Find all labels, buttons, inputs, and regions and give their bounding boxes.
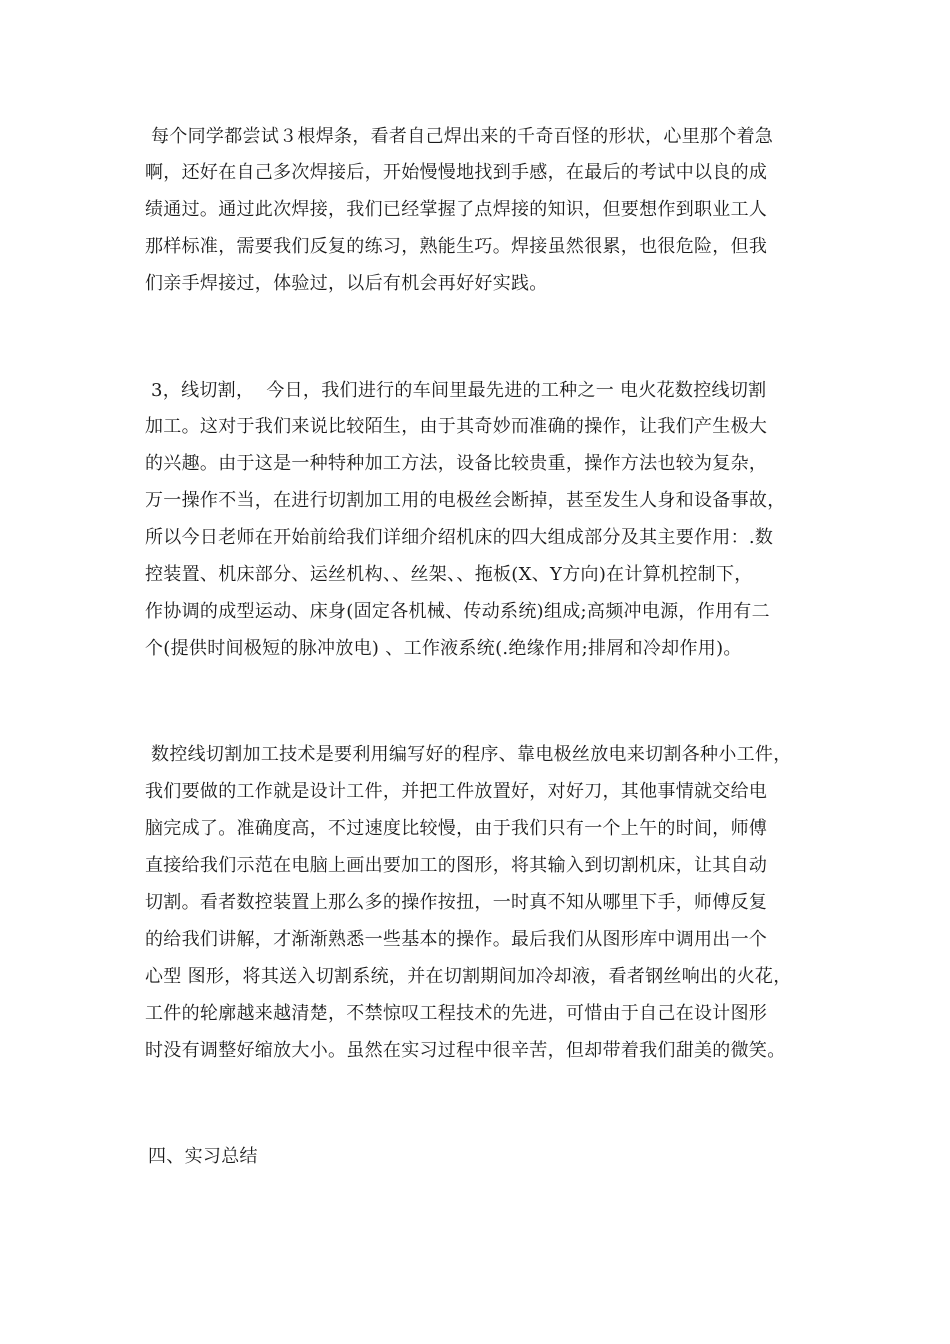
text-line: 个(提供时间极短的脉冲放电) 、工作液系统(.绝缘作用;排屑和冷却作用)。 — [145, 638, 742, 659]
text-line: 心型 图形，将其送入切割系统，并在切割期间加冷却液，看者钢丝响出的火花， — [145, 966, 792, 987]
text-line: 的给我们讲解，才渐渐熟悉一些基本的操作。最后我们从图形库中调用出一个 — [145, 929, 768, 950]
section-heading: 四、实习总结 — [148, 1146, 258, 1167]
text-line: 每个同学都尝试３根焊条，看者自己焊出来的千奇百怪的形状，心里那个着急 — [145, 126, 774, 147]
text-line: 时没有调整好缩放大小。虽然在实习过程中很辛苦，但却带着我们甜美的微笑。 — [145, 1040, 786, 1061]
text-line: 工件的轮廓越来越清楚，不禁惊叹工程技术的先进，可惜由于自己在设计图形 — [145, 1003, 768, 1024]
text-line: 切割。看者数控装置上那么多的操作按扭，一时真不知从哪里下手，师傅反复 — [145, 892, 768, 913]
text-line: 作协调的成型运动、床身(固定各机械、传动系统)组成;高频冲电源，作用有二 — [145, 601, 770, 622]
text-line: 数控线切割加工技术是要利用编写好的程序、靠电极丝放电来切割各种小工件， — [145, 744, 792, 765]
text-line: 脑完成了。准确度高，不过速度比较慢，由于我们只有一个上午的时间，师傅 — [145, 818, 768, 839]
text-line: 们亲手焊接过，体验过，以后有机会再好好实践。 — [145, 273, 548, 294]
text-line: 直接给我们示范在电脑上画出要加工的图形，将其输入到切割机床，让其自动 — [145, 855, 768, 876]
text-line: 3，线切割， 今日，我们进行的车间里最先进的工种之一 电火花数控线切割 — [145, 380, 767, 401]
text-line: 啊，还好在自己多次焊接后，开始慢慢地找到手感，在最后的考试中以良的成 — [145, 162, 768, 183]
text-line: 加工。这对于我们来说比较陌生，由于其奇妙而准确的操作，让我们产生极大 — [145, 416, 768, 437]
text-line: 我们要做的工作就是设计工件，并把工件放置好，对好刀，其他事情就交给电 — [145, 781, 768, 802]
text-line: 的兴趣。由于这是一种特种加工方法，设备比较贵重，操作方法也较为复杂， — [145, 453, 768, 474]
text-line: 绩通过。通过此次焊接，我们已经掌握了点焊接的知识，但要想作到职业工人 — [145, 199, 768, 220]
text-line: 万一操作不当，在进行切割加工用的电极丝会断掉，甚至发生人身和设备事故， — [145, 490, 786, 511]
text-line: 那样标准，需要我们反复的练习，熟能生巧。焊接虽然很累，也很危险，但我 — [145, 236, 768, 257]
text-line: 控装置、机床部分、运丝机构、、丝架、、拖板(X、Y方向)在计算机控制下， — [145, 564, 753, 585]
text-line: 所以今日老师在开始前给我们详细介绍机床的四大组成部分及其主要作用：.数 — [145, 527, 774, 548]
